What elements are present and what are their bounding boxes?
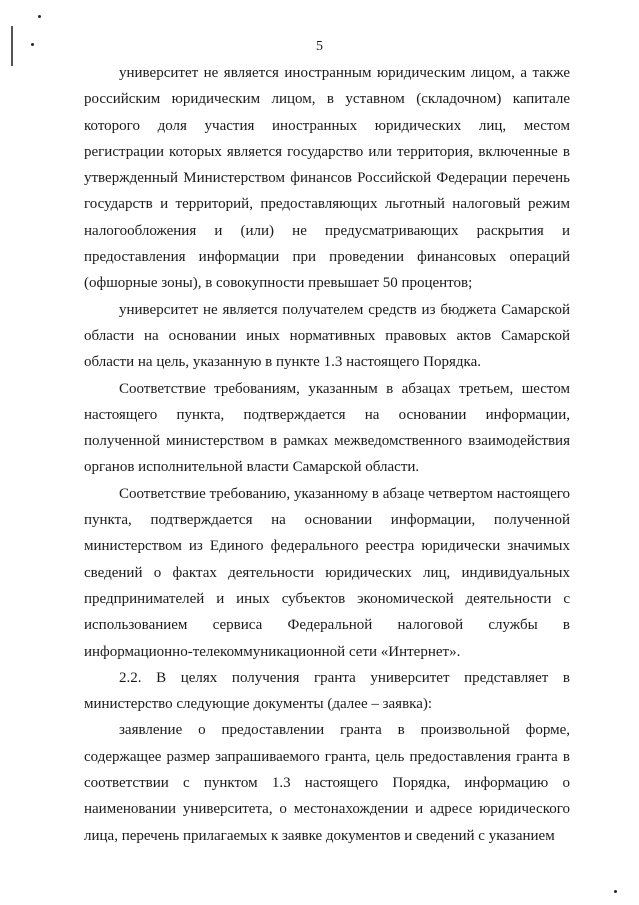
paragraph-interagency-verification: Соответствие требованиям, указанным в абзацах третьем, шестом настоящего пункта, подтверждается на основании информации, полученной министерством в рамках межведомственного взаимодействия органов исполнительной власти Самарской области. <box>84 380 570 476</box>
paragraph-section-2-2: 2.2. В целях получения гранта университет представляет в министерство следующие документы (далее – заявка): <box>84 669 570 713</box>
paragraph-application-statement: заявление о предоставлении гранта в произвольной форме, содержащее размер запрашиваемого гранта, цель предоставления гранта в соответствии с пунктом 1.3 настоящего Порядка, информацию о наименовании университета, о местонахождении и адресе юридического лица, перечень прилагаемых к заявке документов и сведений с указанием <box>84 722 570 844</box>
document-body <box>84 60 570 849</box>
paragraph-offshore-condition: университет не является иностранным юридическим лицом, а также российским юридическим лицом, в уставном (складочном) капитале которого доля участия иностранных юридических лиц, местом регистрации которых является государство или территория, включенные в утвержденный Министерством финансов Российской Федерации перечень государств и территорий, предоставляющих льготный налоговый режим налогообложения и (или) не предусматривающих раскрытия и предоставления информации при проведении финансовых операций (офшорные зоны), в совокупности превышает 50 процентов; <box>84 65 570 292</box>
paragraph-registry-verification: Соответствие требованию, указанному в абзаце четвертом настоящего пункта, подтверждается на основании информации, полученной министерством из Единого федерального реестра юридически значимых сведений о фактах деятельности юридических лиц, индивидуальных предпринимателей и иных субъектов экономической деятельности с использованием сервиса Федеральной налоговой службы в информационно-телекоммуникационной сети «Интернет». <box>84 485 570 660</box>
page-number: 5 <box>316 39 323 54</box>
paragraph-budget-condition: университет не является получателем средств из бюджета Самарской области на основании иных нормативных правовых актов Самарской области на цель, указанную в пункте 1.3 настоящего Порядка. <box>84 301 570 371</box>
scan-dot-bottom-right <box>614 890 617 893</box>
scan-dot-top-left <box>38 15 41 18</box>
